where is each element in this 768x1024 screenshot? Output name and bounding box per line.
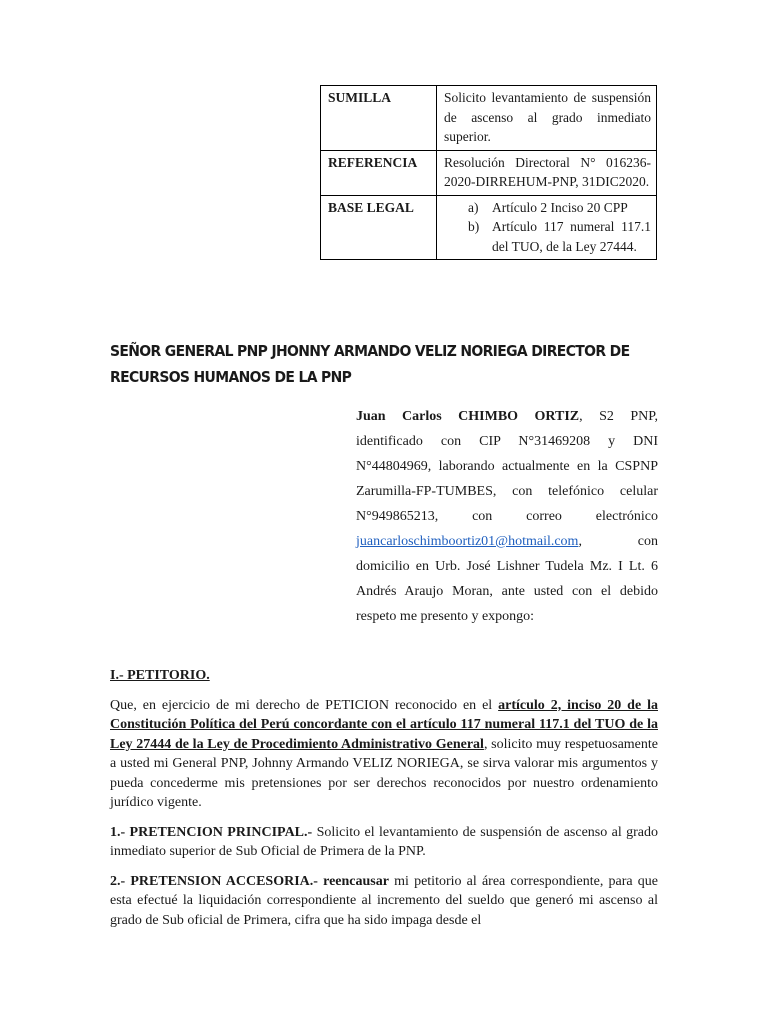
main-claim-text: Solicito el levantamiento de suspensión de ascenso al grado inmediato superior de Sub Oficial de Primera de la PNP. [110,824,658,859]
document-body [110,666,658,940]
intro-text-end: , con domicilio en Urb. José Lishner Tudela Mz. I Lt. 6 Andrés Araujo Moran, ante usted con el debido respeto me presento y expongo: [356,534,658,624]
petitorio-text: Que, en ejercicio de mi derecho de PETICION reconocido en el [110,697,499,713]
summary-value: Resolución Directoral N° 016236-2020-DIRREHUM-PNP, 31DIC2020. [437,150,657,195]
summary-row-sumilla [321,86,657,151]
list-item-text: Artículo 117 numeral 117.1 del TUO, de la Ley 27444. [492,219,651,254]
summary-value [437,195,657,260]
legal-citation: artículo 2, inciso 20 de la Constitución Política del Perú concordante con el artículo 117 numeral 117.1 del TUO de la Ley 27444 de la Ley de Procedimiento Administrativo General [110,697,658,752]
list-marker: b) [468,219,480,234]
main-claim-paragraph [110,823,658,862]
summary-row-base-legal [321,195,657,260]
summary-key: REFERENCIA [321,150,437,195]
accessory-claim-text: mi petitorio al área correspondiente, para que esta efectué la liquidación correspondiente al incremento del sueldo que generó mi ascenso al grado de Sub oficial de Primera, cifra que ha sido impaga desde el [110,873,658,928]
summary-table [320,85,657,260]
summary-key: SUMILLA [321,86,437,151]
petitorio-paragraph [110,696,658,813]
accessory-claim-label: 2.- PRETENSION ACCESORIA.- [110,873,318,889]
intro-text: , S2 PNP, identificado con CIP N°31469208 y DNI N°44804969, laborando actualmente en la CSPNP Zarumilla-FP-TUMBES, con telefónico celular N°949865213, con correo electrónico [356,409,658,524]
intro-paragraph [356,404,658,629]
summary-value: Solicito levantamiento de suspensión de ascenso al grado inmediato superior. [437,86,657,151]
petitioner-name: Juan Carlos CHIMBO ORTIZ [356,409,580,424]
accessory-claim-verb: reencausar [323,873,389,889]
list-marker: a) [468,199,479,215]
legal-basis-list [444,198,651,257]
list-item [468,217,651,256]
petitorio-text-end: , solicito muy respetuosamente a usted mi General PNP, Johnny Armando VELIZ NORIEGA, se sirva valorar mis argumentos y pueda concederme mis pretensiones por ser derechos reconocidos por nuestro ordenamiento jurídico vigente. [110,736,658,810]
summary-row-referencia [321,150,657,195]
list-item-text: Artículo 2 Inciso 20 CPP [492,199,628,215]
summary-key: BASE LEGAL [321,195,437,260]
accessory-claim-paragraph [110,872,658,931]
addressee-heading: SEÑOR GENERAL PNP JHONNY ARMANDO VELIZ NORIEGA DIRECTOR DE RECURSOS HUMANOS DE LA PNP [110,342,630,386]
list-item [468,198,651,218]
email-link[interactable]: juancarloschimboortiz01@hotmail.com [356,534,579,549]
main-claim-label: 1.- PRETENCION PRINCIPAL.- [110,824,313,840]
section-heading-petitorio: I.- PETITORIO. [110,668,210,683]
